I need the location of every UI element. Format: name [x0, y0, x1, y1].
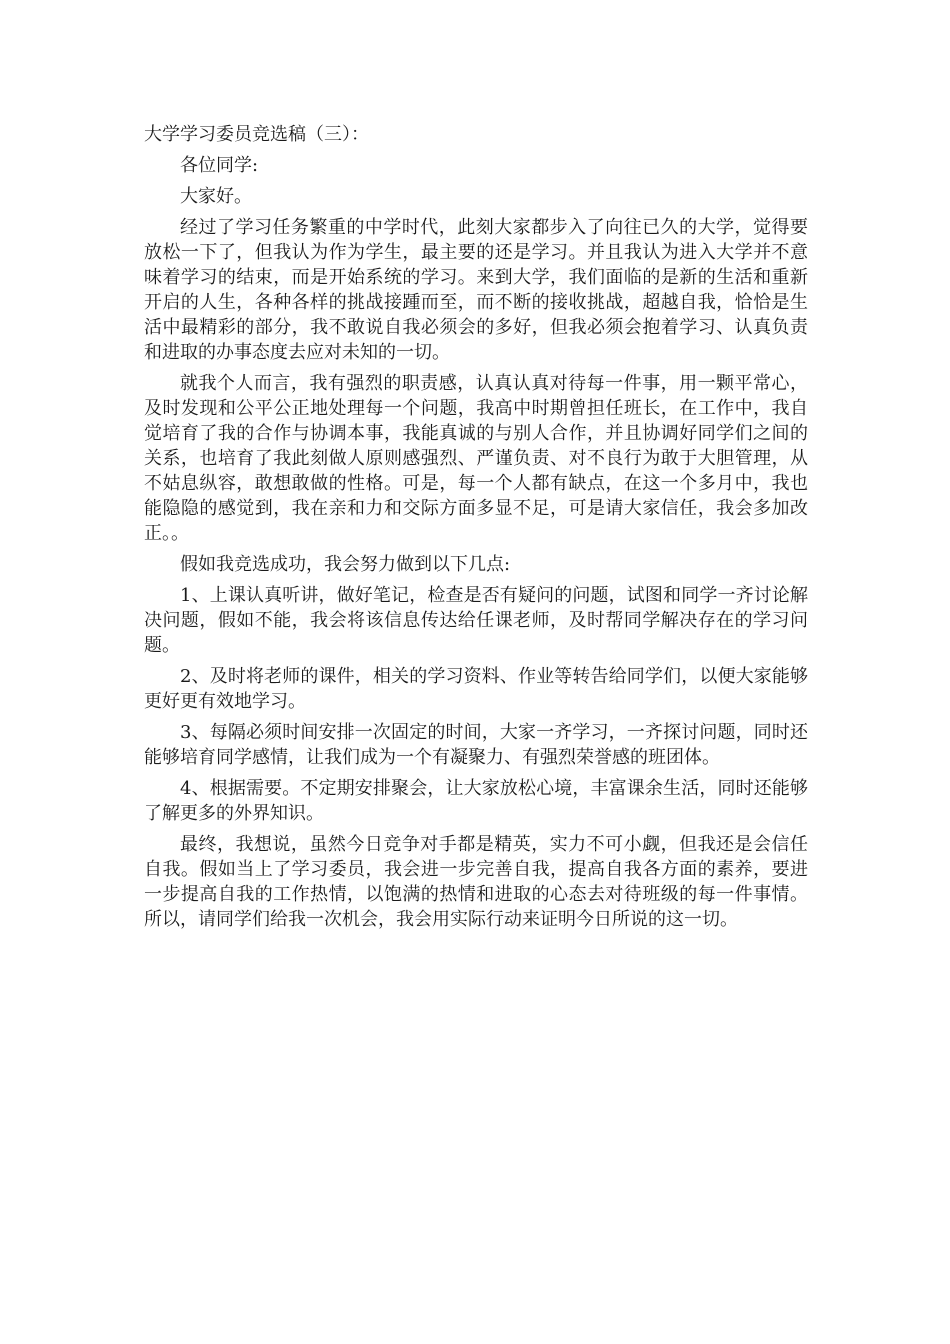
- document-title: 大学学习委员竞选稿（三）：: [144, 124, 369, 145]
- plan-item-4: 4、根据需要。不定期安排聚会，让大家放松心境，丰富课余生活，同时还能够了解更多的外界知识。: [144, 778, 808, 824]
- body-paragraph-intro: 经过了学习任务繁重的中学时代，此刻大家都步入了向往已久的大学，觉得要放松一下了，但我认为作为学生，最主要的还是学习。并且我认为进入大学并不意味着学习的结束，而是开始系统的学习。来到大学，我们面临的是新的生活和重新开启的人生，各种各样的挑战接踵而至，而不断的接收挑战，超越自我，恰恰是生活中最精彩的部分，我不敢说自我必须会的多好，但我必须会抱着学习、认真负责和进取的办事态度去应对未知的一切。: [144, 217, 808, 363]
- greeting: 大家好。: [180, 186, 252, 207]
- document-page: [144, 122, 808, 938]
- body-paragraph-plan-intro: 假如我竞选成功，我会努力做到以下几点:: [180, 554, 511, 575]
- body-paragraph-self: 就我个人而言，我有强烈的职责感，认真认真对待每一件事，用一颗平常心，及时发现和公平公正地处理每一个问题，我高中时期曾担任班长，在工作中，我自觉培育了我的合作与协调本事，我能真诚的与别人合作，并且协调好同学们之间的关系，也培育了我此刻做人原则感强烈、严谨负责、对不良行为敢于大胆管理，从不姑息纵容，敢想敢做的性格。可是，每一个人都有缺点，在这一个多月中，我也能隐隐的感觉到，我在亲和力和交际方面多显不足，可是请大家信任，我会多加改正。。: [144, 373, 808, 544]
- plan-item-3: 3、每隔必须时间安排一次固定的时间，大家一齐学习，一齐探讨问题，同时还能够培育同学感情，让我们成为一个有凝聚力、有强烈荣誉感的班团体。: [144, 722, 808, 768]
- closing-paragraph: 最终，我想说，虽然今日竞争对手都是精英，实力不可小觑，但我还是会信任自我。假如当上了学习委员，我会进一步完善自我，提高自我各方面的素养，要进一步提高自我的工作热情，以饱满的热情和进取的心态去对待班级的每一件事情。所以，请同学们给我一次机会，我会用实际行动来证明今日所说的这一切。: [144, 834, 808, 930]
- plan-item-2: 2、及时将老师的课件，相关的学习资料、作业等转告给同学们，以便大家能够更好更有效地学习。: [144, 666, 808, 712]
- plan-item-1: 1、上课认真听讲，做好笔记，检查是否有疑问的问题，试图和同学一齐讨论解决问题，假如不能，我会将该信息传达给任课老师，及时帮同学解决存在的学习问题。: [144, 585, 808, 656]
- salutation: 各位同学:: [180, 155, 259, 176]
